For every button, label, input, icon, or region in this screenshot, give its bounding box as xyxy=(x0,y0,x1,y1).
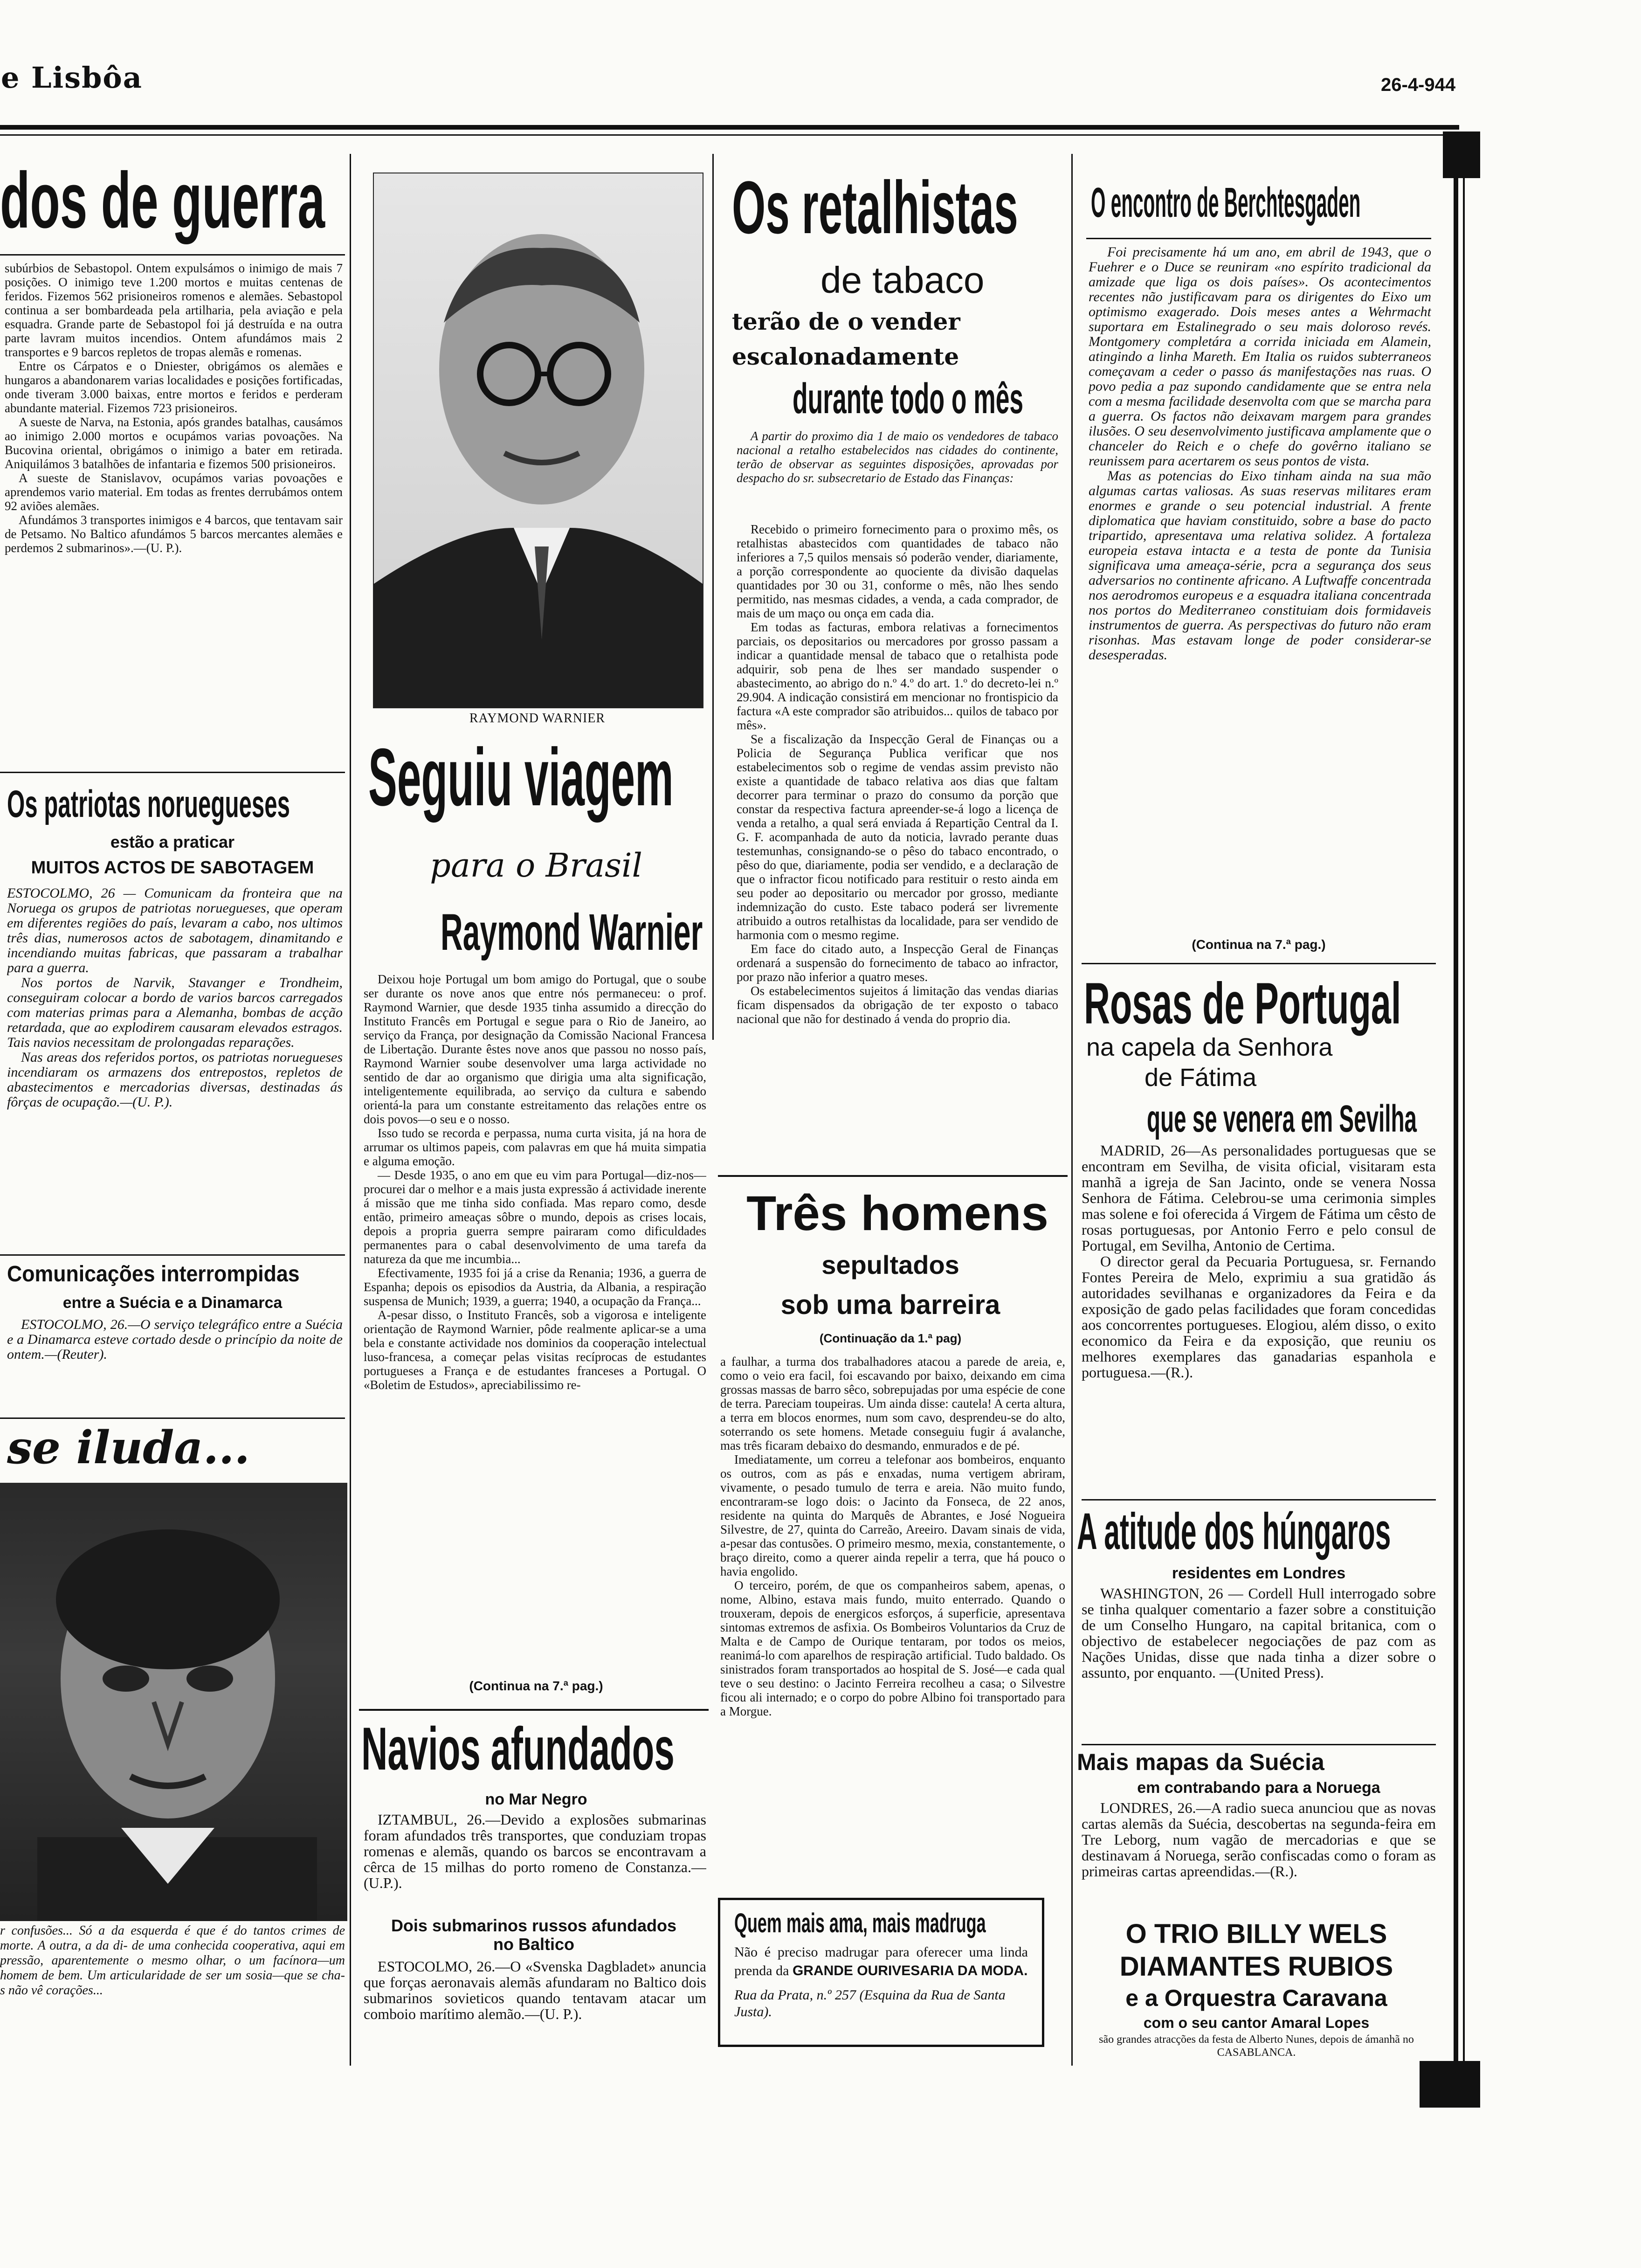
col1-portrait-figure xyxy=(0,1483,347,1921)
col1-story-p5: Afundámos 3 transportes inimigos e 4 barcos, que tentavam sair de Petsamo. No Baltico afundámos 5 barcos mercantes alemães e perdemos 2 submarinos».—(U. P.). xyxy=(5,513,343,555)
col1-rule-4 xyxy=(0,1418,345,1419)
tabaco-body-p4: Em face do citado auto, a Inspecção Geral de Finanças ordenará a suspensão do fornecimento de tabaco ao infractor, por prazo não inferior a quatro meses. xyxy=(737,942,1058,984)
norway-body xyxy=(7,886,343,1250)
masthead-date: 26-4-944 xyxy=(1381,75,1456,95)
tres-sub2: sob uma barreira xyxy=(780,1290,1000,1320)
column-rule-2 xyxy=(712,154,714,1040)
col2-rule-1 xyxy=(359,1709,709,1711)
norway-body-p2: Nos portos de Narvik, Stavanger e Trondheim, conseguiram colocar a bordo de varios barcos carregados com materias primas para a Alemanha, bombas de acção retardada, que ao explodirem causaram elevados estragos. Tais navios necessitam de prolongadas reparações. xyxy=(7,975,343,1050)
comm-body: ESTOCOLMO, 26.—O serviço telegráfico entre a Suécia e a Dinamarca esteve cortado desde o princípio da noite de ontem.—(Reuter). xyxy=(7,1317,343,1362)
warnier-body-p5: A-pesar disso, o Instituto Francês, sob a vigorosa e inteligente orientação de Raymond Warnier, pôde realmente aplicar-se a uma bela e constante actividade nos dominios da cooperação intelectual luso-francesa, a começar pelas visitas recíprocas de estudantes portugueses a França e de estudantes franceses a Portugal. O «Boletim de Estudos», apreciabilissimo re- xyxy=(364,1308,706,1392)
iluda-headline: se iluda... xyxy=(7,1421,250,1474)
col1-story-p4: A sueste de Stanislavov, ocupámos varias povoações e aprendemos vario material. Em todas as frentes derrubámos ontem 92 aviões alemães. xyxy=(5,471,343,513)
warnier-sub2: Raymond Warnier xyxy=(441,904,703,961)
col4-rule-2 xyxy=(1082,1499,1436,1500)
mapas-sub: em contrabando para a Noruega xyxy=(1137,1779,1380,1797)
warnier-body-p2: Isso tudo se recorda e perpassa, numa curta visita, já na hora de arrumar os ultimos papeis, com palavras em que há muita simpatia e alguma emoção. xyxy=(364,1126,706,1168)
rosas-body-p1: MADRID, 26—As personalidades portuguesas que se encontram em Sevilha, de visita oficial, visitaram esta manhã a igreja de San Jacinto, onde se venera Nossa Senhora de Fátima. Celebrou-se uma cerimonia simples mas solene e foi oferecida á Virgem de Fátima um cêsto de rosas portuguesas, por Antonio Ferro e pelo consul de Portugal, em Sevilha, Antonio de Certima. xyxy=(1082,1142,1436,1254)
warnier-sub1: para o Brasil xyxy=(430,846,642,885)
trio-line4: com o seu cantor Amaral Lopes xyxy=(1143,2014,1370,2031)
tres-body-p2: Imediatamente, um correu a telefonar aos bombeiros, enquanto os outros, com as pás e enxadas, numa vertigem abriram, vivamente, o pesado tumulo de terra e areia. Não muito fundo, encontraram-se logo dois: o Jacinto da Fonseca, de 22 anos, residente na quinta do Marquês de Abrantes, e José Nogueira Silvestre, de 27, quinta do Carreão, Areeiro. Davam sinais de vida, a-pesar das contusões. O primeiro mesmo, mexia, constantemente, o braço direito, como a querer ainda repelir a terra, que há pouco o havia engolido. xyxy=(720,1452,1065,1578)
tres-body-p3: O terceiro, porém, de que os companheiros sabem, apenas, o nome, Albino, estava mais fundo, muito enterrado. Quando o trouxeram, depois de energicos esforços, á superficie, apresentava sintomas extremos de asfixia. Os Bombeiros Voluntarios da Cruz de Malta e de Campo de Ourique tentaram, por todos os meios, reanimá-lo com aparelhos de respiração artificial. Tudo baldado. Os sinistrados foram transportados ao hospital de S. José—e cada qual teve o seu destino: o Jacinto Ferreira recolheu a casa; o Silvestre ficou ali internado; e o corpo do pobre Albino foi transportado para a Morgue. xyxy=(720,1578,1065,1718)
tabaco-sub1: de tabaco xyxy=(820,259,985,301)
warnier-photo-caption: RAYMOND WARNIER xyxy=(469,711,606,726)
col1-story xyxy=(5,261,343,765)
masthead-rule-thick xyxy=(0,125,1459,130)
norway-body-p3: Nas areas dos referidos portos, os patriotas noruegueses incendiaram os armazens dos entrepostos, repletos de abastecimentos e mercadorias diversas, destinadas ás fôrças de ocupação.—(U. P.). xyxy=(7,1050,343,1110)
column-rule-1 xyxy=(350,154,351,2066)
tres-body xyxy=(720,1355,1065,1872)
masthead-title: e Lisbôa xyxy=(1,61,143,95)
mapas-body: LONDRES, 26.—A radio sueca anunciou que as novas cartas alemãs da Suécia, descobertas na segunda-feira em Tre Leborg, num vagão de mercadorias e que se destinavam á Noruega, serão confiscadas como o foram as primeiras cartas apreendidas.—(R.). xyxy=(1082,1800,1436,1880)
mapas-headline: Mais mapas da Suécia xyxy=(1077,1749,1324,1775)
tabaco-body xyxy=(737,522,1058,1194)
col1-headline: dos de guerra xyxy=(0,156,325,245)
berchtesgaden-body xyxy=(1089,245,1431,921)
column-rule-3 xyxy=(1071,154,1073,2066)
tres-body-p1: a faulhar, a turma dos trabalhadores atacou a parede de areia, e, como o veio era facil, foi escavando por baixo, deixando em cima grossas massas de barro sêco, sobrepujadas por uma espécie de cone de terra. Pareciam toupeiras. Um ainda disse: cautela! A certa altura, a terra em blocos enormes, num som cavo, desprendeu-se do alto, soterrando os sete homens. Metade conseguiu fugir á avalanche, mas três ficaram debaixo do desmando, enmurados e de pé. xyxy=(720,1355,1065,1452)
subs-body: ESTOCOLMO, 26.—O «Svenska Dagbladet» anuncia que forças aeronavais alemãs afundaram no Baltico dois submarinos sovieticos quando tentavam atacar um comboio marítimo alemão.—(U. P.). xyxy=(364,1958,706,2022)
tabaco-headline: Os retalhistas xyxy=(732,166,1018,249)
warnier-headline: Seguiu viagem xyxy=(368,732,674,823)
rosas-sub2: de Fátima xyxy=(1145,1064,1257,1092)
warnier-photo xyxy=(373,173,703,708)
margin-line-outer xyxy=(1454,173,1458,2066)
col1-headline-rule xyxy=(0,254,345,256)
norway-sub1: estão a praticar xyxy=(110,832,235,851)
warnier-figure xyxy=(374,173,703,707)
ourivesaria-ad-text: Não é preciso madrugar para oferecer uma linda prenda da xyxy=(734,1944,1028,1978)
berchtesgaden-headline: O encontro de Berchtesgaden xyxy=(1091,180,1361,226)
norway-body-p1: ESTOCOLMO, 26 — Comunicam da fronteira que na Noruega os grupos de patriotas noruegueses, que operam em diferentes regiões do país, levaram a cabo, nos ultimos três dias, numerosos actos de sabotagem, dinamitando e incendiando muitas fabricas, que passaram a trabalhar para a guerra. xyxy=(7,886,343,975)
warnier-body-p4: Efectivamente, 1935 foi já a crise da Renania; 1936, a guerra de Espanha; depois os episodios da Austria, da Albania, a respiração suspensa de Munich; 1939, a guerra; 1940, a ocupação da França... xyxy=(364,1266,706,1308)
tres-cont: (Continuação da 1.ª pag) xyxy=(819,1331,962,1345)
rosas-sub3: que se venera em Sevilha xyxy=(1147,1098,1417,1140)
col1-rule-3 xyxy=(0,1254,345,1256)
berchtesgaden-body-p1: Foi precisamente há um ano, em abril de 1943, que o Fuehrer e o Duce se reuniram «no espírito tradicional da amizade que liga os dois países». Os acontecimentos recentes não justificavam para os dirigentes do Eixo um optimismo exagerado. Dois meses antes a Wehrmacht suportara em Estalinegrado o seu mais doloroso revés. Montgomery completára a corrida iniciada em Alamein, atingindo a linha Mareth. Em Italia os ruidos subterraneos começavam a ceder o passo ás manifestações nas ruas. O povo pedia a paz supondo candidamente que se entra nela com a mesma facilidade desenvolta com que se marcha para a guerra. Os factos não deixavam margem para grandes ilusões. O seu desenvolvimento justificava amplamente que o chanceler do Reich e o chefe do govêrno italiano se reunissem para acertarem os seus pontos de vista. xyxy=(1089,245,1431,469)
berchtesgaden-body-p2: Mas as potencias do Eixo tinham ainda na sua mão algumas cartas valiosas. As suas reservas militares eram enormes e grande o seu potencial industrial. A frente diplomatica que haviam constituido, sobre a base do pacto tripartido, apresentava uma relativa solidez. A fortaleza europeia estava intacta e a testa de ponte da Tunisia significava uma ameaça-série, pcra a segurança dos seus adversarios no continente africano. A Luftwaffe concentrada nos aerodromos europeus e a esquadra italiana concentrada nos portos do Mediterraneo constituiam dois formidaveis instrumentos de guerra. As perspectivas do futuro não eram risonhas. Mas estavam longe de poder considerar-se desesperadas. xyxy=(1089,468,1431,663)
navios-headline: Navios afundados xyxy=(361,1715,675,1783)
norway-headline: Os patriotas noruegueses xyxy=(7,783,290,825)
ourivesaria-ad-box xyxy=(718,1898,1044,2047)
comm-headline: Comunicações interrompidas xyxy=(7,1262,300,1286)
rosas-headline: Rosas de Portugal xyxy=(1084,971,1401,1036)
margin-line-inner xyxy=(1463,173,1465,2066)
col1-rule-2 xyxy=(0,772,345,773)
col1-photo-caption: r confusões... Só a da esquerda é que é do tantos crimes de morte. A outra, a da di- de uma conhecida cooperativa, aqui em pressão, aparentemente o mesmo olhar, o um facínora—um homem de bem. Um articularidade de ser um sosia—que se cha- s não vê corações... xyxy=(0,1923,345,1998)
warnier-body-p3: — Desde 1935, o ano em que eu vim para Portugal—diz-nos—procurei dar o melhor e a mais justa expressão á actividade inerente á missão que me tinha sido confiada. Mas reparo como, desde então, primeiro ameaças sôbre o mundo, depois as crises locais, depois a propria guerra sempre pairaram como dificuldades permanentes para o cabal desenvolvimento de uma tarefa da natureza da que me incumbia... xyxy=(364,1168,706,1266)
col4-rule-3 xyxy=(1082,1744,1436,1745)
warnier-body-p1: Deixou hoje Portugal um bom amigo do Portugal, que o soube ser durante os nove anos que entre nós permaneceu: o prof. Raymond Warnier, que desde 1935 tinha assumido a direcção do Instituto Francês em Portugal e segue para o Rio de Janeiro, ao serviço da França, por designação da Comissão Nacional Francesa de Libertação. Durante êstes nove anos que passou no nosso país, Raymond Warnier soube desenvolver uma larga actividade no sentido de dar ao organismo que dirigia uma alta significação, inteligentemente equilibrada, ao serviço da cultura e sabendo orientá-la para um constante estreitamento das relações entre os dois povos—o seu e o nosso. xyxy=(364,972,706,1126)
tabaco-body-p1: Recebido o primeiro fornecimento para o proximo mês, os retalhistas abastecidos com quantidades de tabaco não inferiores a 7,5 quilos mensais só poderão vender, diariamente, a porção correspondente ao quociente da divisão daquelas quantidades por 30 ou 31, conforme o mês, não lhes sendo permitido, nas mesmas cidades, a venda, a cada comprador, de mais de um maço ou onça em cada dia. xyxy=(737,522,1058,620)
col1-story-p1: subúrbios de Sebastopol. Ontem expulsámos o inimigo de mais 7 posições. O inimigo teve 1.200 mortos e muitas centenas de feridos. Fizemos 562 prisioneiros romenos e alemães. Sebastopol continua a ser bombardeada pela artilharia, pela aviação e pela esquadra. Grande parte de Sebastopol foi já destruída e na outra parte lavram muitos incendios. Ontem afundámos mais 2 transportes e 9 barcos repletos de tropas alemãs e romenas. xyxy=(5,261,343,359)
trio-line2: DIAMANTES RUBIOS xyxy=(1119,1951,1393,1982)
navios-sub: no Mar Negro xyxy=(485,1791,587,1808)
tabaco-body-p3: Se a fiscalização da Inspecção Geral de Finanças ou a Policia de Segurança Publica verificar que nos estabelecimentos sob o regime de vendas assim previsto não existe a quantidade de tabaco relativa aos dias que faltam decorrer para terminar o prazo do consumo da porção que constar da respectiva factura apreender-se-á logo a licença de venda a retalho, a qual será enviada á Repartição Central da I. G. F. acompanhada de auto da noticia, lavrado perante duas testemunhas, consignando-se o pêso do tabaco encontrado, o pêso do que, diariamente, podia ser vendido, e a declaração de que o infractor ficou notificado para restituir o resto ainda em seu poder ao depositario ou mercador por grosso, mediante indemnização do custo. Este tabaco poderá ser livremente atribuido a outros retalhistas da localidade, para ser vendido de harmonia com o mesmo regime. xyxy=(737,732,1058,942)
subs-headline: Dois submarinos russos afundados no Baltico xyxy=(391,1916,677,1954)
hungaros-body: WASHINGTON, 26 — Cordell Hull interrogado sobre se tinha qualquer comentario a fazer sobre a constituição de um Conselho Hungaro, na capital britanica, com o objectivo de estabelecer negociações de paz com as Nações Unidas, disse que nada tinha a dizer sobre o assunto, por enquanto. —(United Press). xyxy=(1082,1585,1436,1681)
trio-line5: são grandes atracções da festa de Alberto Nunes, depois de ámanhã no CASABLANCA. xyxy=(1099,2033,1414,2059)
ourivesaria-ad-headline: Quem mais ama, mais madruga xyxy=(734,1908,986,1938)
col1-story-p2: Entre os Cárpatos e o Dniester, obrigámos os alemães e hungaros a abandonarem varias localidades e posições fortificadas, onde tiveram 3.000 baixas, entre mortos e feridos e perderam abundante material. Fizemos 723 prisioneiros. xyxy=(5,359,343,415)
margin-block-top xyxy=(1443,131,1480,178)
col1-portrait-photo xyxy=(0,1483,347,1921)
tabaco-lead: A partir do proximo dia 1 de maio os vendedores de tabaco nacional a retalho estabelecidos nas cidades do continente, terão de observar as seguintes disposições, aprovadas por despacho do sr. subsecretario de Estado das Finanças: xyxy=(737,429,1058,485)
tres-headline: Três homens xyxy=(746,1186,1048,1241)
rosas-sub1: na capela da Senhora xyxy=(1086,1033,1333,1061)
masthead-rule-thin xyxy=(0,134,1459,136)
berchtesgaden-cont: (Continua na 7.ª pag.) xyxy=(1192,937,1326,952)
trio-line1: O TRIO BILLY WELS xyxy=(1125,1919,1387,1949)
ourivesaria-ad-brand: GRANDE OURIVESARIA DA MODA. xyxy=(792,1963,1028,1978)
tabaco-body-p2: Em todas as facturas, embora relativas a fornecimentos parciais, os depositarios ou mercadores por grosso passam a indicar a quantidade mensal de tabaco que o retalhista pode adquirir, sob pena de lhes ser mandado suspender o abastecimento, ao abrigo do n.º 4.º do art. 1.º do decreto-lei n.º 29.904. A indicação consistirá em mencionar no frontispicio da factura «A este comprador são atribuidos... quilos de tabaco por mês». xyxy=(737,620,1058,732)
ourivesaria-ad-body xyxy=(734,1943,1028,1980)
warnier-cont: (Continua na 7.ª pag.) xyxy=(469,1679,603,1693)
col4-headline-rule xyxy=(1086,238,1431,239)
tres-sub1: sepultados xyxy=(821,1250,959,1279)
col1-story-p3: A sueste de Narva, na Estonia, após grandes batalhas, causámos ao inimigo 2.000 mortos e ocupámos varias povoações. Na Bucovina oriental, obrigámos o inimigo a bater em retirada. Aniquilámos 3 batalhões de infantaria e fizemos 500 prisioneiros. xyxy=(5,415,343,471)
tabaco-sub4: durante todo o mês xyxy=(793,375,1024,422)
tabaco-body-p5: Os estabelecimentos sujeitos á limitação das vendas diarias ficam dispensados da obrigação de ter exposto o tabaco nacional que não for destinado á venda do proprio dia. xyxy=(737,984,1058,1026)
col3-rule-1 xyxy=(718,1175,1068,1177)
norway-sub2: MUITOS ACTOS DE SABOTAGEM xyxy=(31,858,314,878)
trio-line3: e a Orquestra Caravana xyxy=(1125,1985,1387,2011)
rosas-body xyxy=(1082,1142,1436,1511)
ourivesaria-ad-address: Rua da Prata, n.º 257 (Esquina da Rua de Santa Justa). xyxy=(734,1987,1006,2019)
col4-rule-1 xyxy=(1082,963,1436,964)
tabaco-sub2: terão de o vender xyxy=(732,308,960,335)
rosas-body-p2: O director geral da Pecuaria Portuguesa, sr. Fernando Fontes Pereira de Melo, exprimiu a sua gratidão ás autoridades sevilhanas e organizadores da Feira e da exposição de gado pelas facilidades que foram concedidas aos concorrentes portugueses. Elogiou, além disso, o exito economico da Feira e da exposição, que reuniu os melhores exemplares das ganadarias espanhola e portuguesa.—(R.). xyxy=(1082,1253,1436,1381)
tabaco-sub3: escalonadamente xyxy=(732,343,959,370)
warnier-body xyxy=(364,972,706,1667)
hungaros-headline: A atitude dos húngaros xyxy=(1077,1503,1391,1560)
comm-sub: entre a Suécia e a Dinamarca xyxy=(62,1294,283,1312)
margin-block-bottom xyxy=(1420,2061,1480,2108)
hungaros-sub: residentes em Londres xyxy=(1172,1564,1346,1582)
navios-body: IZTAMBUL, 26.—Devido a explosões submarinas foram afundados três transportes, que conduziam tropas romenas e alemãs, quando os barcos se encontravam a cêrca de 15 milhas do porto romeno de Constanza.—(U.P.). xyxy=(364,1812,706,1891)
